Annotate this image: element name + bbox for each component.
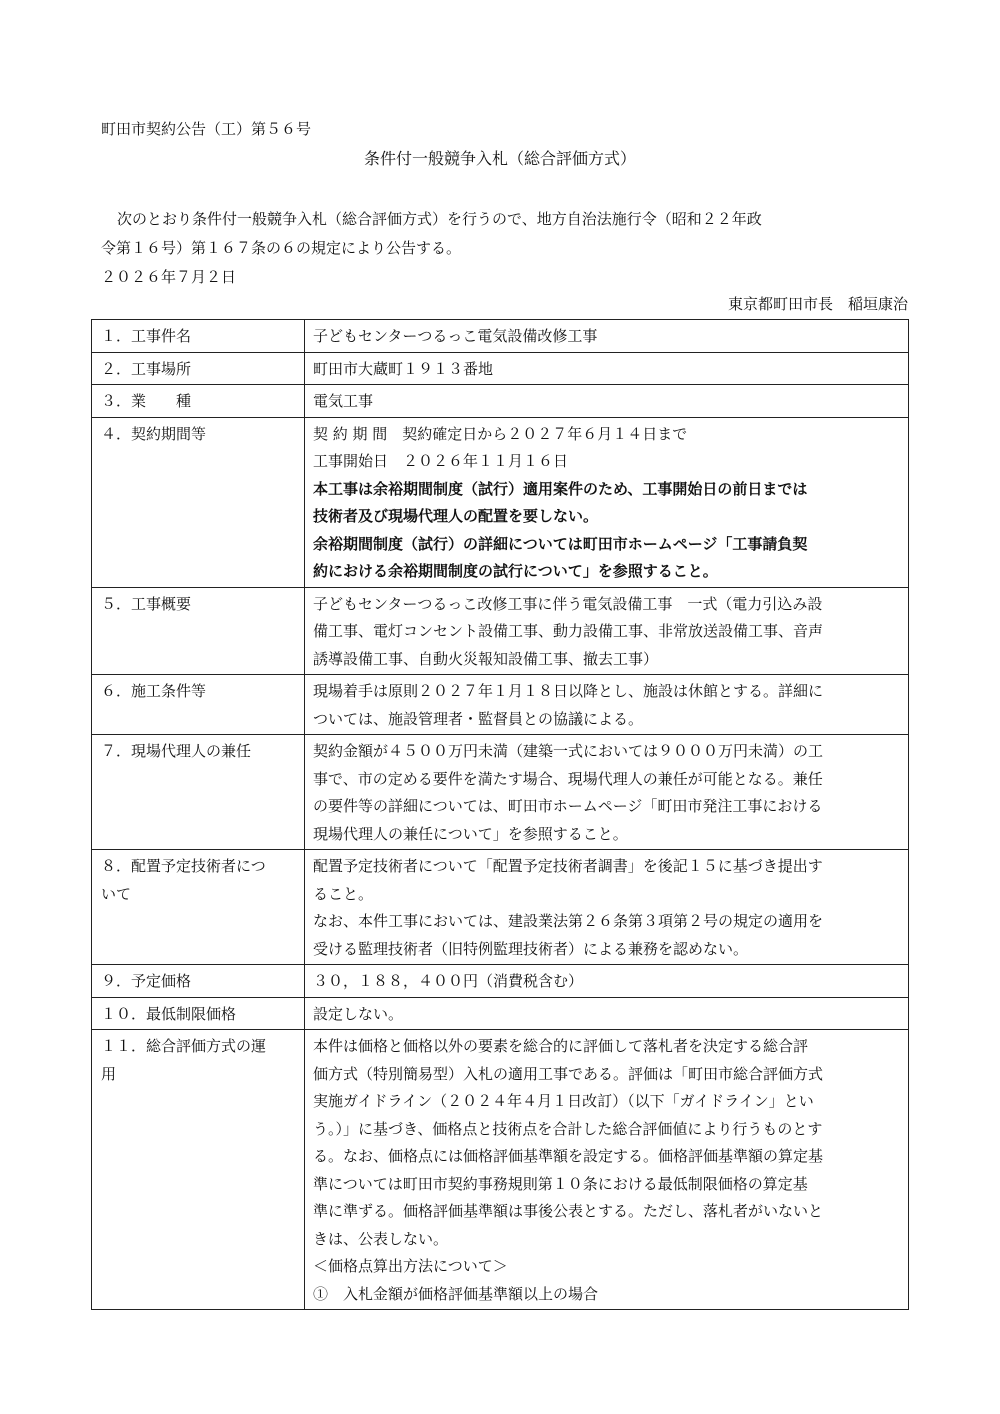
row-label-line: １０．最低制限価格 (101, 1004, 237, 1023)
row-content-line: 現場着手は原則２０２７年１月１８日以降とし、施設は休館とする。詳細に (313, 682, 824, 700)
row-content (305, 320, 909, 353)
row-label (92, 965, 305, 998)
row-label (92, 352, 305, 385)
row-label (92, 417, 305, 587)
table-row (92, 735, 909, 850)
row-content-line: 技術者及び現場代理人の配置を要しない。 (313, 507, 599, 525)
row-content-line: 備工事、電灯コンセント設備工事、動力設備工事、非常放送設備工事、音声 (313, 622, 824, 640)
row-content (305, 417, 909, 587)
row-content (305, 735, 909, 850)
notice-number: 町田市契約公告（工）第５６号 (101, 120, 312, 138)
row-content-line: ついては、施設管理者・監督員との協議による。 (313, 709, 644, 728)
row-label-line: ４．契約期間等 (101, 424, 207, 443)
row-content-line: 契約金額が４５００万円未満（建築一式においては９０００万円未満）の工 (313, 742, 824, 760)
row-label-line: ２．工事場所 (101, 359, 192, 378)
notice-table (91, 319, 909, 1310)
row-content-line: 契 約 期 間 契約確定日から２０２７年６月１４日まで (313, 424, 688, 443)
row-label-line: 用 (101, 1064, 117, 1083)
row-label (92, 997, 305, 1030)
row-content-line: 誘導設備工事、自動火災報知設備工事、撤去工事） (313, 649, 659, 668)
table-row (92, 320, 909, 353)
table-row (92, 675, 909, 735)
row-label (92, 320, 305, 353)
row-content (305, 965, 909, 998)
row-content-line: 受ける監理技術者（旧特例監理技術者）による兼務を認めない。 (313, 939, 749, 958)
row-label-line: １１．総合評価方式の運 (101, 1037, 267, 1055)
row-content-line: ＜価格点算出方法について＞ (313, 1257, 508, 1275)
row-label (92, 587, 305, 675)
row-label-line: ９．予定価格 (101, 972, 192, 990)
row-label-line: １．工事件名 (101, 327, 192, 345)
row-content-line: 設定しない。 (313, 1004, 404, 1023)
notice-table-body (92, 320, 909, 1310)
row-label (92, 385, 305, 418)
row-label-line: ３．業 種 (101, 392, 192, 410)
table-row (92, 965, 909, 998)
row-content-line: 工事開始日 ２０２６年１１月１６日 (313, 452, 569, 470)
notice-date: ２０２６年７月２日 (101, 268, 237, 286)
row-content-line: 準に準ずる。価格評価基準額は事後公表とする。ただし、落札者がいないと (313, 1202, 824, 1220)
row-content-line: きは、公表しない。 (313, 1229, 449, 1248)
row-content (305, 587, 909, 675)
row-content (305, 675, 909, 735)
row-content-line: 事で、市の定める要件を満たす場合、現場代理人の兼任が可能となる。兼任 (313, 769, 823, 788)
row-content-line: 本工事は余裕期間制度（試行）適用案件のため、工事開始日の前日までは (313, 479, 808, 498)
row-content-line: 町田市大蔵町１９１３番地 (313, 359, 494, 378)
row-label-line: ６．施工条件等 (101, 682, 207, 700)
row-content-line: 余裕期間制度（試行）の詳細については町田市ホームページ「工事請負契 (313, 534, 808, 553)
row-content (305, 1030, 909, 1310)
row-label-line: ７．現場代理人の兼任 (101, 742, 252, 760)
row-label (92, 1030, 305, 1310)
document-title: 条件付一般競争入札（総合評価方式） (363, 149, 636, 168)
row-content-line: 本件は価格と価格以外の要素を総合的に評価して落札者を決定する総合評 (313, 1037, 809, 1055)
row-content-line: ること。 (313, 884, 374, 903)
row-content-line: 子どもセンターつるっこ改修工事に伴う電気設備工事 一式（電力引込み設 (313, 594, 823, 613)
row-content (305, 352, 909, 385)
row-content-line: 準については町田市契約事務規則第１０条における最低制限価格の算定基 (313, 1174, 808, 1193)
table-row (92, 997, 909, 1030)
row-content-line: 現場代理人の兼任について」を参照すること。 (313, 824, 628, 843)
row-label-line: ８．配置予定技術者につ (101, 857, 266, 875)
row-label (92, 735, 305, 850)
signer: 東京都町田市長 稲垣康治 (727, 295, 908, 313)
row-content-line: る。なお、価格点には価格評価基準額を設定する。価格評価基準額の算定基 (313, 1147, 824, 1165)
row-label (92, 675, 305, 735)
row-label-line: ５．工事概要 (101, 594, 192, 613)
row-content-line: の要件等の詳細については、町田市ホームページ「町田市発注工事における (313, 797, 823, 815)
row-label (92, 850, 305, 965)
row-content-line: 電気工事 (313, 392, 374, 410)
row-content-line: う。）」に基づき、価格点と技術点を合計した総合評価値により行うものとす (313, 1119, 823, 1138)
table-row (92, 1030, 909, 1310)
table-row (92, 587, 909, 675)
row-content-line: 価方式（特別簡易型）入札の適用工事である。評価は「町田市総合評価方式 (313, 1064, 824, 1083)
row-label-line: いて (101, 884, 132, 903)
intro-line: 次のとおり条件付一般競争入札（総合評価方式）を行うので、地方自治法施行令（昭和２２年政 (117, 210, 762, 228)
table-row (92, 850, 909, 965)
row-content-line: 実施ガイドライン（２０２４年４月１日改訂）（以下「ガイドライン」とい (313, 1092, 814, 1110)
row-content-line: ① 入札金額が価格評価基準額以上の場合 (313, 1284, 599, 1303)
table-row (92, 417, 909, 587)
intro-paragraph (101, 205, 909, 292)
row-content-line: 約における余裕期間制度の試行について」を参照すること。 (313, 562, 718, 580)
row-content (305, 850, 909, 965)
table-row (92, 385, 909, 418)
row-content (305, 385, 909, 418)
row-content-line: 配置予定技術者について「配置予定技術者調書」を後記１５に基づき提出す (313, 857, 823, 875)
row-content-line: なお、本件工事においては、建設業法第２６条第３項第２号の規定の適用を (313, 912, 824, 930)
intro-line: 令第１６号）第１６７条の６の規定により公告する。 (101, 239, 462, 257)
row-content (305, 997, 909, 1030)
row-content-line: 子どもセンターつるっこ電気設備改修工事 (313, 327, 598, 345)
table-row (92, 352, 909, 385)
row-content-line: ３０，１８８，４００円（消費税含む） (313, 972, 584, 990)
